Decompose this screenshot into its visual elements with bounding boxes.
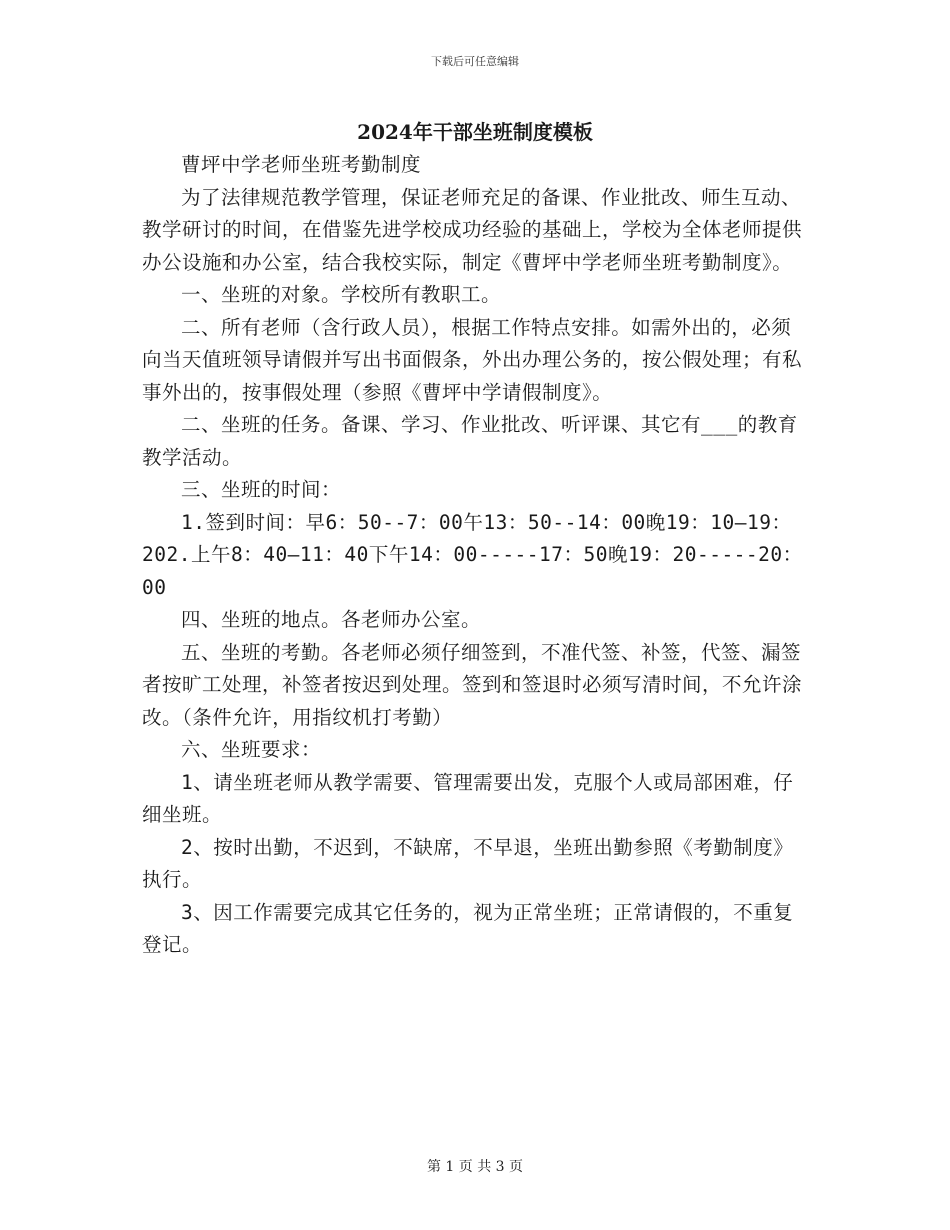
subtitle-paragraph: 曹坪中学老师坐班考勤制度 — [181, 153, 422, 176]
section-target-paragraph: 一、坐班的对象。学校所有教职工。 — [181, 283, 502, 306]
requirement-item: 3、因工作需要完成其它任务的，视为正常坐班；正常请假的，不重复登记。 — [142, 900, 794, 956]
intro-paragraph: 为了法律规范教学管理，保证老师充足的备课、作业批改、师生互动、教学研讨的时间，在借鉴先进学校成功经验的基础上，学校为全体老师提供办公设施和办公室，结合我校实际，制定《曹坪中学老师坐班考勤制度》。 — [142, 185, 803, 274]
section-attendance-paragraph: 五、坐班的考勤。各老师必须仔细签到，不准代签、补签，代签、漏签者按旷工处理，补签者按迟到处理。签到和签退时必须写清时间，不允许涂改。（条件允许，用指纹机打考勤） — [142, 640, 803, 729]
page-footer: 第 1 页 共 3 页 — [426, 1159, 524, 1175]
section-time-heading: 三、坐班的时间： — [181, 478, 342, 501]
requirement-item: 1、请坐班老师从教学需要、管理需要出发，克服个人或局部困难，仔细坐班。 — [142, 770, 794, 826]
section-requirements-heading: 六、坐班要求： — [181, 738, 322, 761]
header-note: 下载后可任意编辑 — [431, 55, 519, 68]
section-location-paragraph: 四、坐班的地点。各老师办公室。 — [181, 608, 482, 631]
requirement-item: 2、按时出勤，不迟到，不缺席，不早退，坐班出勤参照《考勤制度》执行。 — [142, 835, 794, 891]
document-body — [142, 149, 810, 962]
document-title: 2024年干部坐班制度模板 — [357, 120, 593, 144]
section-leave-paragraph: 二、所有老师（含行政人员），根据工作特点安排。如需外出的，必须向当天值班领导请假并写出书面假条，外出办理公务的，按公假处理；有私事外出的，按事假处理（参照《曹坪中学请假制度》。 — [142, 315, 803, 404]
sign-in-times-paragraph: 1.签到时间：早6：50--7：00午13：50--14：00晚19：10—19：202.上午8：40—11：40下午14：00-----17：50晚19：20-----20：00 — [142, 510, 803, 599]
section-tasks-paragraph: 二、坐班的任务。备课、学习、作业批改、听评课、其它有___的教育教学活动。 — [142, 413, 798, 469]
